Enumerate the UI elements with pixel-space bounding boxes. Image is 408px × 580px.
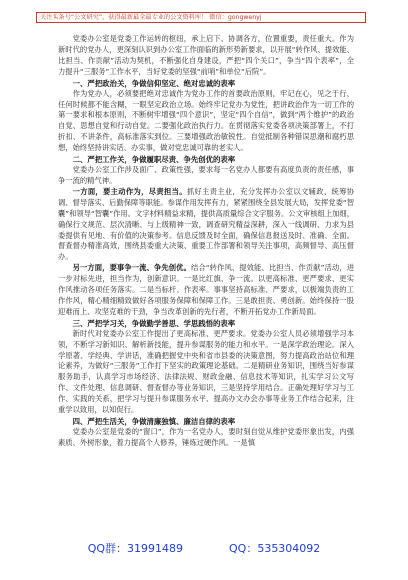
section-2-text-2: 抓好主责主业，充分发挥办公室以文辅政、统筹协调、督导落实、后勤保障等职能。参谋作用发挥有力，紧紧围绕全县发展大局，发挥党委“智囊”和领导“智囊”作用。文字材料精益求精，提供高质量综合文字服务。公文审核组上加细，确保行文规范、层次清晰、与上级精神一致，调查研究精益深耕，深入一线调研、力求为县委提供有见地、有价值的决策参考。信息反馈及时全面，确保信息报送及时、准确、全面。督查督办精准高效，围绕县委重大决策、重要工作部署和领导关注事项，高频督导、高压督办。 [58, 186, 355, 262]
section-4-heading: 四、严把生活关，争做清廉独慎、廉洁自律的表率 [72, 417, 236, 426]
qq-contact: QQ：535304092 [229, 542, 321, 555]
section-2-paragraph-1: 党委办公室工作涉及面广、政策性强，要求每一名党办人都要有高度负责的责任感，事争一流的精气神。 [58, 165, 354, 185]
section-2-lead-2: 另一方面，要事争一流、争先创优。 [72, 263, 191, 273]
promo-banner: 关注头条号“公文研究”，获得最新最全最专业的公文资料库！ 微信：gongwenyj [36, 12, 366, 23]
contact-footer [0, 540, 408, 556]
document-body [58, 34, 354, 449]
section-3-paragraph: 新时代对党委办公室工作提出了更高标准、更严要求。党委办公室人员必须增强学习本领，不断学习新知识、解析新技能，提升参谋服务的能力和水平。一是深学政治理论。深入学原著、学经典、学讲话，准确把握党中央和省市县委的决策意图，努力提高政治站位和理论素养，为做好“三服务”工作打下坚实的政策理论基础。二是精研业务知识，围绕当好参谋服务助手，认真学习市场经济、法律法规、财政金融、信息技术等知识，扎实学习公文写作、文件处理、信息调研、督查督办等业务知识，三是坚持学用结合。正确处理好学习与工作、实践的关系，把学习与提升参谋服务水平、提高办文办会办事等业务工作结合起来，注重学以致用，以知促行。 [58, 328, 354, 415]
section-1-paragraph: 作为党办人，必须要把绝对忠诚作为党办工作的首要政治原则，牢记在心，见之于行，任何时候都不能含糊，一眼坚定政治立场。始终牢记党办为党性，把讲政治作为一切工作的第一要求和根本原则，不断树牢增强“四个意识”，坚定“四个自信”，做到“两个维护”的政治自觉、思想自觉和行动自觉。二要强化政治执行力。在贯彻落实党委各项决策部署上，不打折扣、不讲条件，高标准落实到位。三要增强政治敏锐性。自觉抵制各种错误思潮和腐朽思想，始终坚持讲实话、办实事，做对党忠诚可靠的老实人。 [58, 88, 354, 153]
section-1-heading: 一、严把政治关，争做信仰坚定、绝对忠诚的表率 [72, 78, 236, 88]
section-2-text-3: 结合“转作风、提效能、比担当、作贡献”活动，进一步对标先进，担当作为，创新意识。一是比红旗、争一流。以更高标准、更严要求、更实作风推动各项任务落实。二是当标杆、作表率。事事坚持高标准、严要求，以极端负责的工作作风，精心精细精致做好各项服务保障和保障工作。三是敢担责、勇创新。始终保持一股迎难而上、攻坚克难的干劲，争当改革创新的先行者，不断开拓党办工作新局面。 [58, 263, 354, 316]
qq-group: QQ群：31991489 [87, 542, 183, 555]
section-2-lead-1: 一方面，要主动作为，尽责担当。 [72, 186, 187, 196]
section-2-paragraph-2 [58, 187, 354, 263]
section-4-paragraph: 党委办公室是党委的“窗口”，作为一名党办人，要时刻自觉从维护党委形象出发，内强素质、外树形象，着力提高个人修养，锤炼过硬作风。一是慎 [58, 427, 354, 447]
section-3-heading: 三、严把学习关，争做勤学善思、学思践悟的表率 [72, 318, 236, 328]
section-2-heading: 二、严把工作关，争做履职尽责、争先创优的表率 [72, 155, 236, 165]
section-2-paragraph-3 [58, 263, 354, 318]
intro-paragraph: 党委办公室是党委工作运转的枢纽，承上启下、协调各方，位置重要，责任重大。作为新时代的党办人，更深刻认识到办公室工作面临的新形势新要求，以开展“转作风、提效能、比担当、作贡献”活动为契机，不断强化自身建设，严把“四个关口”，争当“四个表率”，全力提升“三服务”工作水平，当好党委的坚强“前哨”和单位“后院”。 [58, 34, 354, 76]
